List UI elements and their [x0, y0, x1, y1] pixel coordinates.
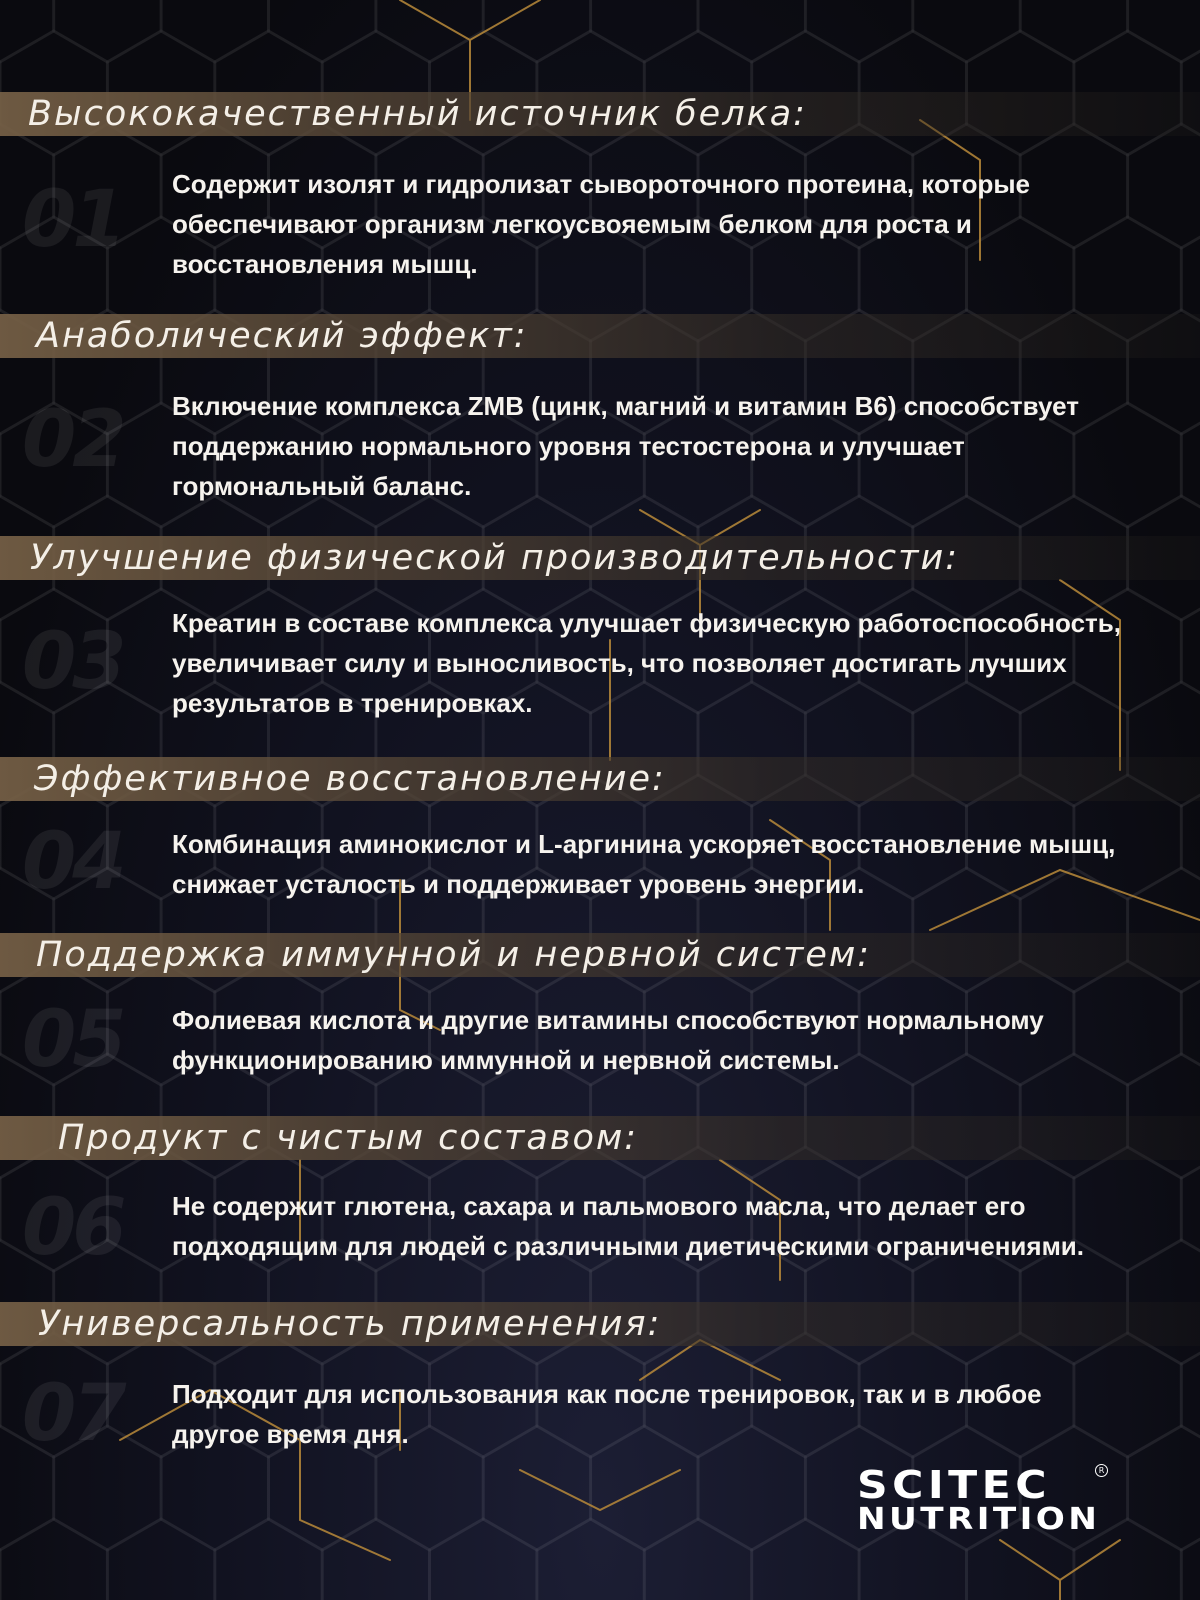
section-header-bar	[0, 1302, 1200, 1346]
hexagon-cell	[54, 0, 161, 62]
section-number: 04	[22, 817, 123, 907]
section-header-bar	[0, 1116, 1200, 1160]
section-number: 06	[22, 1183, 123, 1273]
hexagon-cell	[805, 0, 912, 62]
section-header-bar	[0, 536, 1200, 580]
section-number: 05	[22, 995, 123, 1085]
hexagon-cell	[1181, 1519, 1200, 1600]
hexagon-cell	[591, 0, 698, 62]
section-number: 01	[22, 175, 123, 265]
section-body: Комбинация аминокислот и L-аргинина ускоряет восстановление мышц, снижает усталость и поддерживает уровень энергии.	[172, 829, 1116, 899]
hexagon-cell	[430, 1519, 537, 1600]
section-title: Поддержка иммунной и нервной систем:	[36, 935, 872, 975]
logo-line-nutrition: NUTRITION	[857, 1502, 1101, 1537]
scitec-nutrition-logo	[857, 1463, 1107, 1538]
section-body: Содержит изолят и гидролизат сывороточного протеина, которые обеспечивают организм легкоусвояемым белком для роста и восстановления мышц.	[172, 169, 1030, 279]
hexagon-cell	[1020, 0, 1127, 62]
section-body: Не содержит глютена, сахара и пальмового масла, что делает его подходящим для людей с различными диетическими ограничениями.	[172, 1191, 1085, 1261]
hexagon-cell	[0, 1519, 107, 1600]
section-title: Универсальность применения:	[38, 1304, 662, 1344]
hexagon-cell	[161, 0, 268, 62]
hexagon-cell	[644, 1519, 751, 1600]
section-header-bar	[0, 933, 1200, 977]
hexagon-cell	[1181, 589, 1200, 713]
section-body: Подходит для использования как после тренировок, так и в любое другое время дня.	[172, 1379, 1042, 1449]
section-title: Улучшение физической производительности:	[30, 538, 960, 578]
section-title: Анаболический эффект:	[36, 316, 528, 356]
section-title: Эффективное восстановление:	[34, 759, 666, 799]
section-body: Креатин в составе комплекса улучшает физическую работоспособность, увеличивает силу и выносливость, что позволяет достигать лучших результатов в тренировках.	[172, 608, 1121, 718]
hexagon-cell	[1128, 124, 1200, 248]
hexagon-cell	[269, 0, 376, 62]
section-header-bar	[0, 757, 1200, 801]
section-title: Высококачественный источник белка:	[28, 94, 807, 134]
hexagon-cell	[107, 1519, 214, 1600]
hexagon-cell	[215, 1519, 322, 1600]
section-header-bar	[0, 314, 1200, 358]
section-title: Продукт с чистым составом:	[58, 1118, 639, 1158]
hexagon-cell	[1181, 1147, 1200, 1271]
section-number: 03	[22, 617, 123, 707]
registered-mark-icon: R	[1095, 1464, 1108, 1477]
hexagon-cell	[0, 0, 54, 62]
hexagon-cell	[1181, 403, 1200, 527]
section-number: 02	[22, 395, 123, 485]
hexagon-cell	[322, 1519, 429, 1600]
section-body: Фолиевая кислота и другие витамины способствуют нормальному функционированию иммунной и нервной системы.	[172, 1005, 1044, 1075]
hexagon-cell	[483, 0, 590, 62]
section-number: 07	[22, 1369, 123, 1459]
hexagon-cell	[1128, 1426, 1200, 1550]
hexagon-cell	[1181, 961, 1200, 1085]
hexagon-cell	[376, 0, 483, 62]
logo-line-scitec: SCITEC	[857, 1463, 1051, 1507]
hexagon-cell	[1181, 1333, 1200, 1457]
hexagon-cell	[752, 1519, 859, 1600]
section-body: Включение комплекса ZMB (цинк, магний и витамин B6) способствует поддержанию нормального уровня тестостерона и улучшает гормональный баланс.	[172, 391, 1079, 501]
hexagon-cell	[913, 0, 1020, 62]
hexagon-cell	[698, 0, 805, 62]
section-header-bar	[0, 92, 1200, 136]
hexagon-cell	[537, 1519, 644, 1600]
